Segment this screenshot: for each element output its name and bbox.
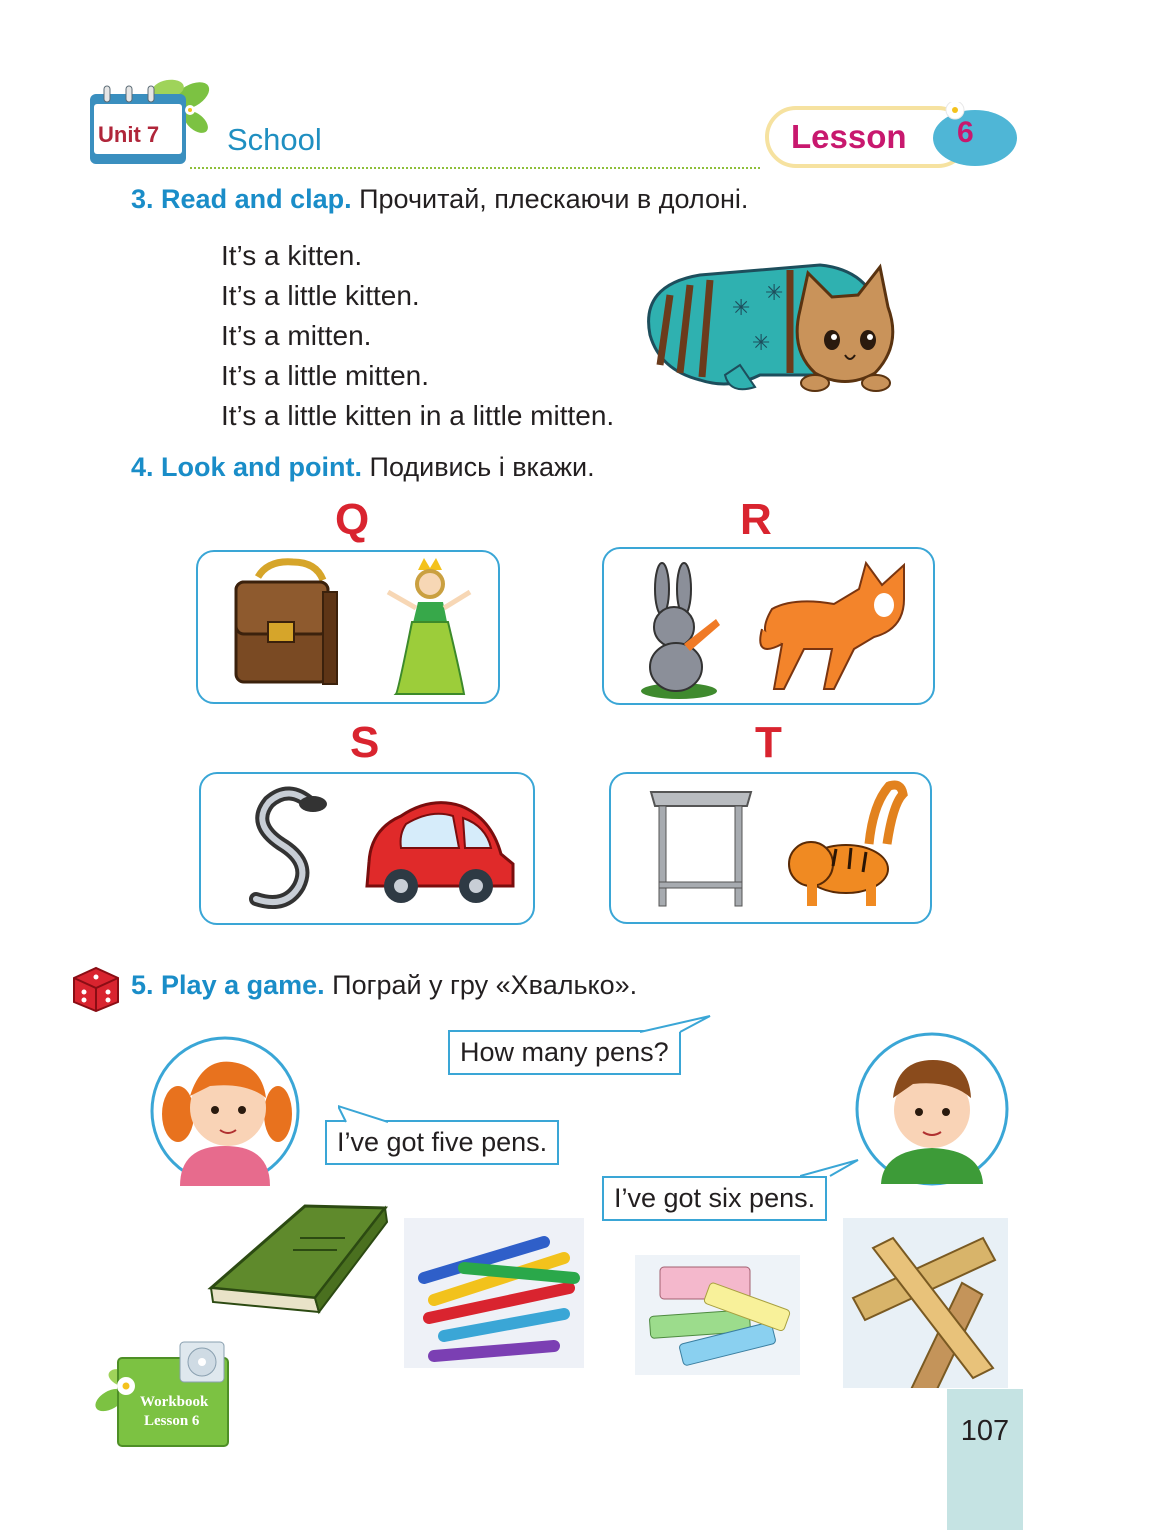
picture-box-s xyxy=(199,772,535,925)
lesson-label: Lesson xyxy=(791,118,907,155)
svg-text:✳: ✳ xyxy=(765,281,784,306)
rabbit-icon xyxy=(641,563,720,699)
picture-box-q xyxy=(196,550,500,704)
speech-bubble-six-pens: I’ve got six pens. xyxy=(602,1176,827,1221)
princess-icon xyxy=(388,558,470,694)
exercise-title-en: Play a game. xyxy=(161,970,325,1000)
flower-icon xyxy=(185,105,195,115)
flower-icon xyxy=(117,1377,135,1395)
girl-avatar xyxy=(150,1036,300,1186)
page-number-tab xyxy=(947,1389,1023,1530)
book-icon xyxy=(205,1198,390,1318)
lesson-badge xyxy=(765,108,1015,168)
speech-bubble-five-pens: I’ve got five pens. xyxy=(325,1120,559,1165)
lesson-number: 6 xyxy=(957,116,974,149)
dice-icon xyxy=(70,966,122,1017)
header-divider xyxy=(190,167,760,169)
letter-r: R xyxy=(740,495,772,544)
speech-bubble-question: How many pens? xyxy=(448,1030,681,1075)
unit-label: Unit 7 xyxy=(98,122,160,147)
bubble-tail xyxy=(338,1104,398,1124)
picture-box-r xyxy=(602,547,935,705)
exercise-number: 5. xyxy=(131,970,154,1000)
exercise-4-heading xyxy=(131,452,595,483)
fox-icon xyxy=(760,563,904,689)
svg-text:✳: ✳ xyxy=(732,296,751,321)
bubble-tail xyxy=(640,1014,712,1034)
exercise-3-heading xyxy=(131,184,748,215)
page-number: 107 xyxy=(960,1415,1010,1447)
exercise-number: 3. xyxy=(131,184,154,214)
workbook-label: Workbook xyxy=(140,1394,209,1410)
kitten-in-mitten-illustration xyxy=(640,255,910,395)
exercise-title-ua: Пограй у гру «Хвалько». xyxy=(332,970,638,1000)
letter-s: S xyxy=(350,718,380,767)
disc-icon xyxy=(180,1342,224,1382)
letter-t: T xyxy=(755,718,782,767)
poem-line: It’s a kitten. xyxy=(221,240,363,271)
chalk-icon xyxy=(635,1255,800,1375)
unit-badge xyxy=(90,92,186,168)
rulers-icon xyxy=(843,1218,1008,1388)
exercise-title-ua: Подивись і вкажи. xyxy=(369,452,595,482)
tiger-icon xyxy=(789,785,903,906)
snake-icon xyxy=(256,793,327,902)
exercise-title-ua: Прочитай, плескаючи в долоні. xyxy=(359,184,749,214)
workbook-lesson-label: Lesson 6 xyxy=(144,1413,200,1429)
letter-q: Q xyxy=(335,495,370,544)
schoolbag-icon xyxy=(236,562,337,684)
exercise-5-heading xyxy=(131,970,637,1001)
boy-avatar xyxy=(853,1032,1011,1187)
exercise-title-en: Read and clap. xyxy=(161,184,352,214)
poem-line: It’s a little kitten in a little mitten. xyxy=(221,400,615,431)
exercise-title-en: Look and point. xyxy=(161,452,363,482)
table-icon xyxy=(651,792,751,906)
section-title: School xyxy=(227,122,322,157)
workbook-badge xyxy=(92,1340,232,1450)
poem-line: It’s a little kitten. xyxy=(221,280,420,311)
pens-icon xyxy=(404,1218,584,1368)
picture-box-t xyxy=(609,772,932,924)
poem-line: It’s a mitten. xyxy=(221,320,372,351)
exercise-number: 4. xyxy=(131,452,154,482)
car-icon xyxy=(367,803,513,903)
bubble-tail xyxy=(800,1158,862,1178)
svg-text:✳: ✳ xyxy=(752,331,771,356)
poem-line: It’s a little mitten. xyxy=(221,360,430,391)
